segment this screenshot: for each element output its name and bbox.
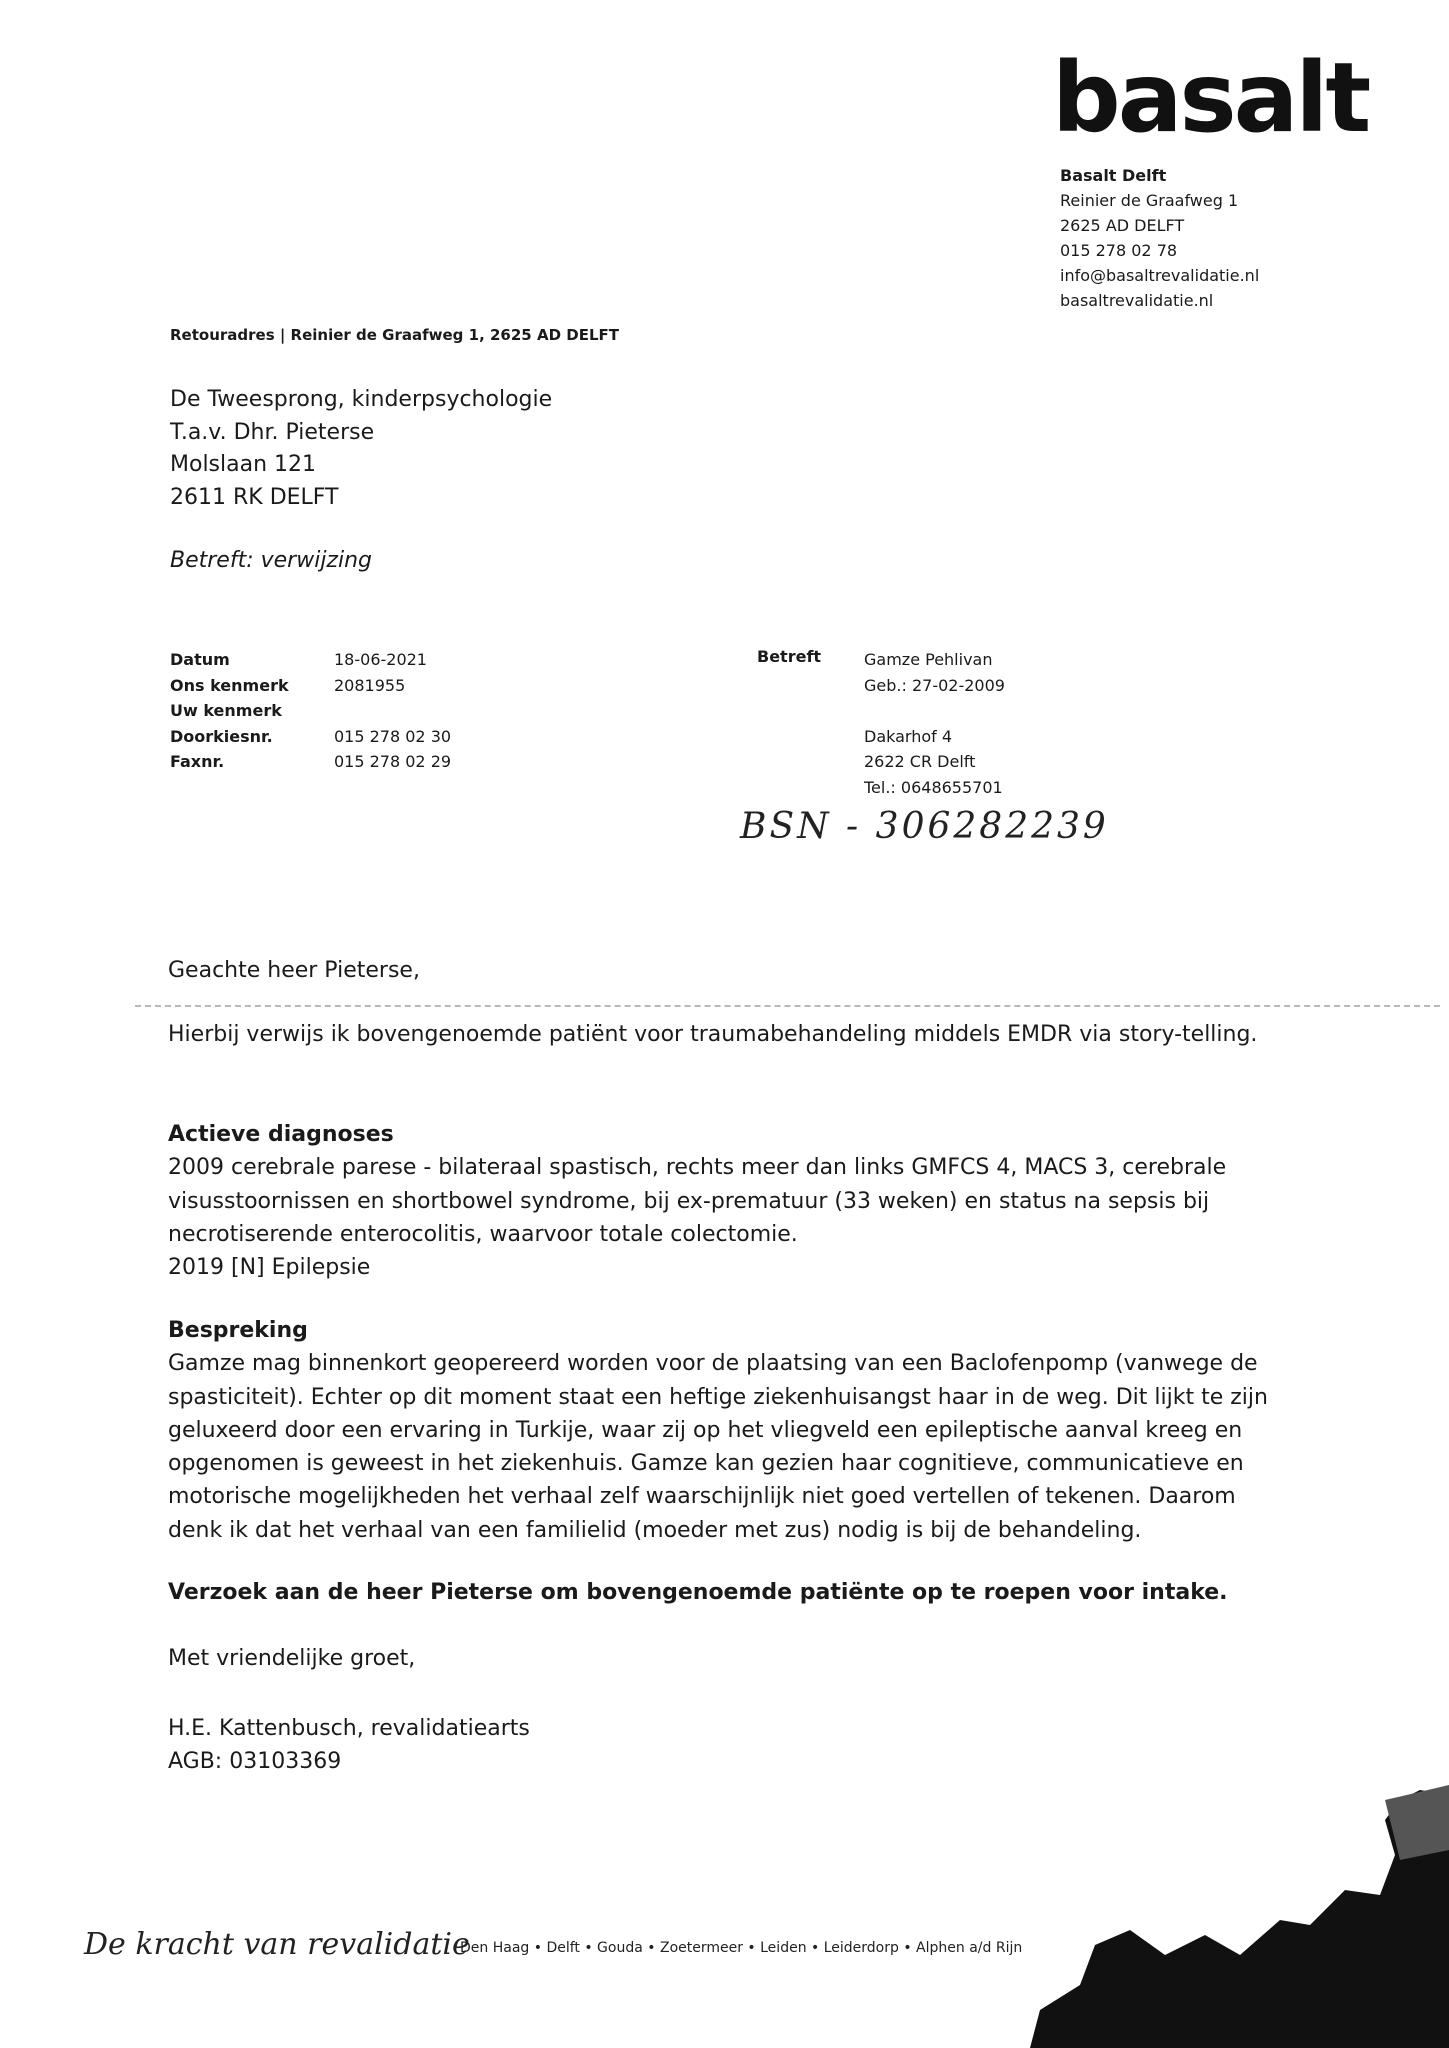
- patient-name: Gamze Pehlivan: [864, 650, 993, 669]
- reference-row: [170, 647, 451, 673]
- diagnoses-line: necrotiserende enterocolitis, waarvoor totale colectomie.: [168, 1221, 798, 1247]
- signer-name: H.E. Kattenbusch, revalidatiearts: [168, 1716, 530, 1741]
- reference-row: [170, 698, 451, 724]
- footer-locations: Den Haag • Delft • Gouda • Zoetermeer • Leiden • Leiderdorp • Alphen a/d Rijn: [460, 1940, 1023, 1956]
- addressee-block: [170, 384, 552, 514]
- patient-label: Betreft: [757, 647, 822, 666]
- signer-agb: AGB: 03103369: [168, 1749, 342, 1774]
- handwritten-bsn: BSN - 306282239: [740, 806, 1109, 847]
- diagnoses-section: [168, 1118, 1298, 1284]
- intro-paragraph: Hierbij verwijs ik bovengenoemde patiënt voor traumabehandeling middels EMDR via story-telling.: [168, 1022, 1258, 1047]
- patient-postcode: 2622 CR Delft: [864, 752, 976, 771]
- footer-slogan: De kracht van revalidatie: [84, 1927, 470, 1962]
- sender-website: basaltrevalidatie.nl: [1060, 291, 1214, 310]
- addressee-line: Molslaan 121: [170, 452, 317, 477]
- diagnoses-heading: Actieve diagnoses: [168, 1122, 394, 1147]
- reference-value: 18-06-2021: [334, 650, 427, 669]
- basalt-logo: basalt: [1052, 42, 1369, 154]
- discussion-line: geluxeerd door een ervaring in Turkije, waar zij op het vliegveld een epileptische aanval kreeg en: [168, 1417, 1243, 1443]
- reference-table: [170, 647, 451, 775]
- sender-email: info@basaltrevalidatie.nl: [1060, 266, 1260, 285]
- reference-row: [170, 673, 451, 699]
- discussion-heading: Bespreking: [168, 1318, 308, 1343]
- discussion-line: spasticiteit). Echter op dit moment staat een heftige ziekenhuisangst haar in de weg. Dit lijkt te zijn: [168, 1384, 1268, 1410]
- addressee-line: T.a.v. Dhr. Pieterse: [170, 419, 375, 445]
- return-address: Retouradres | Reinier de Graafweg 1, 2625 AD DELFT: [170, 326, 619, 344]
- patient-spacer: [864, 698, 1005, 724]
- patient-block: [864, 647, 1005, 800]
- patient-street: Dakarhof 4: [864, 726, 953, 746]
- discussion-line: denk ik dat het verhaal van een familielid (moeder met zus) nodig is bij de behandeling.: [168, 1517, 1142, 1543]
- salutation: Geachte heer Pieterse,: [168, 958, 420, 983]
- reference-row: [170, 724, 451, 750]
- addressee-line: 2611 RK DELFT: [170, 484, 339, 510]
- reference-label: Datum: [170, 650, 230, 669]
- closing-greeting: Met vriendelijke groet,: [168, 1646, 416, 1671]
- subject-line: Betreft: verwijzing: [170, 548, 372, 573]
- sender-phone: 015 278 02 78: [1060, 241, 1178, 260]
- discussion-line: opgenomen is geweest in het ziekenhuis. Gamze kan gezien haar cognitieve, communicatieve en: [168, 1451, 1244, 1477]
- discussion-line: Gamze mag binnenkort geopereerd worden voor de plaatsing van een Baclofenpomp (vanwege de: [168, 1351, 1258, 1377]
- sender-block: [1060, 163, 1259, 313]
- scan-artifact-line: [135, 1005, 1440, 1007]
- diagnoses-line: 2009 cerebrale parese - bilateraal spastisch, rechts meer dan links GMFCS 4, MACS 3, cerebrale: [168, 1155, 1227, 1181]
- discussion-section: [168, 1314, 1298, 1547]
- reference-value: 015 278 02 30: [334, 726, 452, 746]
- sender-address-line: Reinier de Graafweg 1: [1060, 191, 1239, 210]
- reference-label: Doorkiesnr.: [170, 726, 273, 746]
- patient-birthdate: Geb.: 27-02-2009: [864, 675, 1005, 695]
- reference-label: Ons kenmerk: [170, 675, 289, 695]
- patient-phone: Tel.: 0648655701: [864, 777, 1003, 797]
- diagnoses-line: 2019 [N] Epilepsie: [168, 1255, 371, 1281]
- addressee-line: De Tweesprong, kinderpsychologie: [170, 387, 553, 412]
- reference-label: Faxnr.: [170, 752, 225, 771]
- sender-name: Basalt Delft: [1060, 166, 1167, 185]
- intake-request: Verzoek aan de heer Pieterse om bovengenoemde patiënte op te roepen voor intake.: [168, 1580, 1228, 1605]
- signature-block: [168, 1712, 530, 1778]
- reference-value: 015 278 02 29: [334, 752, 452, 771]
- sender-postcode-line: 2625 AD DELFT: [1060, 216, 1185, 235]
- reference-value: 2081955: [334, 675, 406, 695]
- diagnoses-line: visusstoornissen en shortbowel syndrome, bij ex-prematuur (33 weken) en status na sepsis bij: [168, 1188, 1210, 1214]
- reference-row: [170, 749, 451, 775]
- discussion-line: motorische mogelijkheden het verhaal zelf waarschijnlijk niet goed vertellen of tekenen. Daarom: [168, 1484, 1236, 1510]
- reference-label: Uw kenmerk: [170, 701, 282, 720]
